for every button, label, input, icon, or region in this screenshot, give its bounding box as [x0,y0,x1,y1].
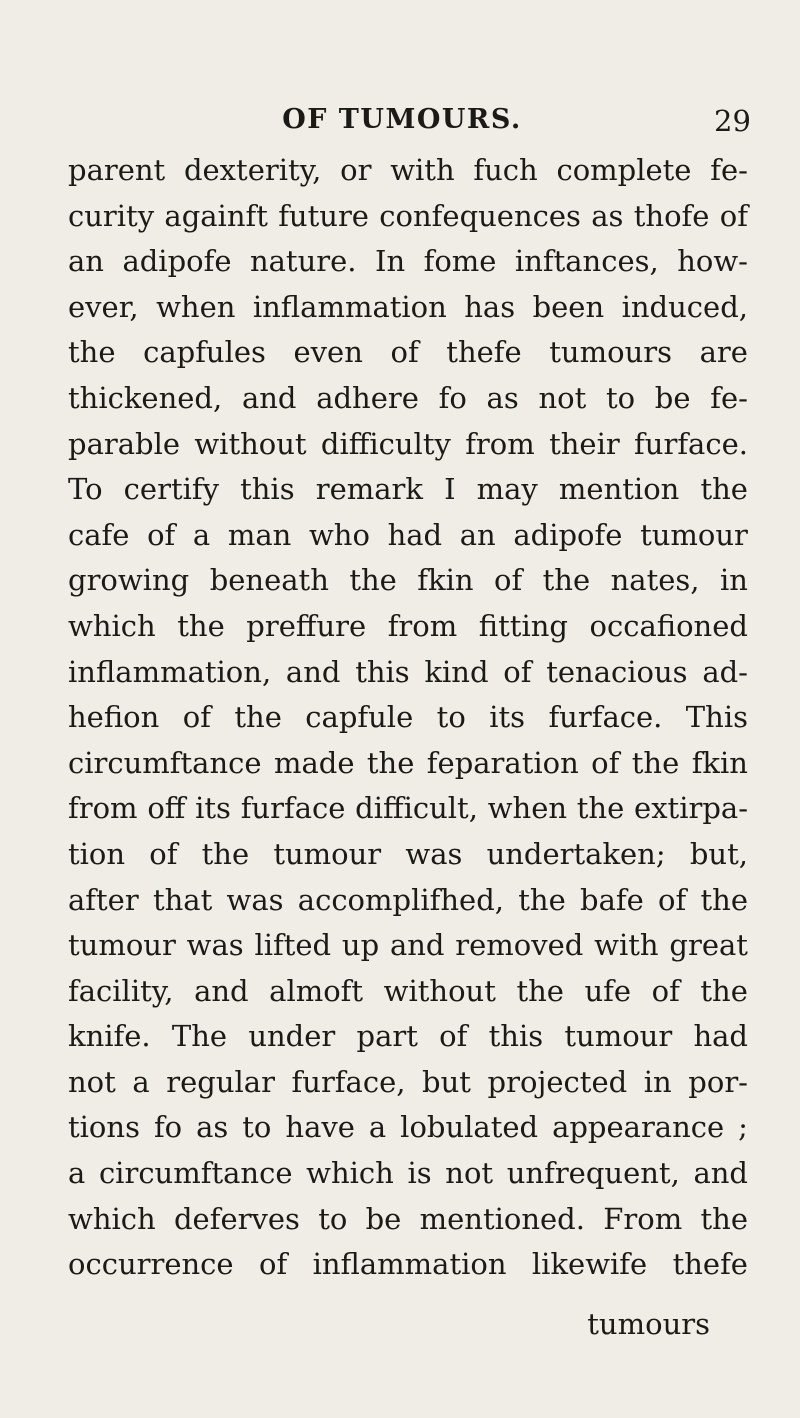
word: the [201,836,250,871]
word: of [503,654,532,689]
word: their [549,426,620,461]
word: appearance [552,1110,725,1145]
word: fitting [478,608,568,643]
text-line [68,467,748,513]
word: fo [153,1110,183,1145]
word: the [68,335,116,370]
text-line [68,194,748,240]
word: tions [68,1110,140,1145]
word: made [273,745,355,780]
word: this [355,654,410,689]
text-line [68,832,748,878]
word: and [389,928,445,963]
word: of [719,198,748,233]
word: not [68,1064,116,1099]
word: as [591,198,624,233]
word: of [149,836,178,871]
word: beneath [209,563,329,598]
word: its [195,791,231,826]
word: parable [68,426,181,461]
word: be [654,380,691,415]
word: This [685,700,748,735]
word: which [68,608,156,643]
word: the [576,791,625,826]
word: inflammation [312,1247,507,1282]
word: an [459,517,496,552]
word: off [147,791,186,826]
word: a [192,517,211,552]
word: when [156,289,236,324]
running-title: OF TUMOURS. [282,104,522,135]
word: knife. [68,1019,151,1054]
word: this [240,472,295,507]
word: mention [558,472,680,507]
word: the [700,472,748,507]
text-line [68,1060,748,1106]
word: been [532,289,605,324]
word: the [700,882,748,917]
word: the [542,563,591,598]
word: adipofe [122,244,232,279]
word: a [368,1110,387,1145]
word: cafe [68,517,130,552]
word: but, [689,836,748,871]
text-line [68,695,748,741]
word: certify [123,472,219,507]
word: without [383,973,496,1008]
word: tenacious [546,654,688,689]
word: nates, [610,563,700,598]
word: In [374,244,406,279]
word: great [669,928,748,963]
word: regular [166,1064,275,1099]
word: fo [438,380,467,415]
word: from [387,608,458,643]
word: not [445,1156,494,1191]
word: man [227,517,292,552]
word: with [594,928,659,963]
word: that [152,882,213,917]
word: and [285,654,341,689]
word: tumour [564,1019,673,1054]
word: almoft [269,973,364,1008]
word: to [436,700,466,735]
word: fkin [417,563,474,598]
word: ad- [702,654,748,689]
word: of [658,882,687,917]
word: furface. [634,426,748,461]
word: growing [68,563,190,598]
word: induced, [621,289,748,324]
word: is [407,1156,432,1191]
text-line [68,923,748,969]
word: kind [424,654,489,689]
text-line [68,741,748,787]
text-line [68,1151,748,1197]
word: remark [315,472,423,507]
word: difficulty [320,426,451,461]
word: To [68,472,103,507]
text-line [68,650,748,696]
word: tion [68,836,126,871]
word: but [422,1064,471,1099]
word: fkin [691,745,748,780]
word: who [308,517,370,552]
word: complete [556,153,692,187]
word: the [518,882,566,917]
word: how- [677,244,748,279]
word: feparation [426,745,579,780]
word: capfule [305,700,414,735]
word: nature. [249,244,357,279]
word: deferves [173,1201,300,1236]
word: of [439,1019,468,1054]
text-line [68,878,748,924]
word: I [444,472,456,507]
word: the [234,700,282,735]
word: difficult, [355,791,478,826]
word: its [489,700,526,735]
text-line [68,330,748,376]
word: adhere [316,380,419,415]
word: in [643,1064,672,1099]
word: accomplifhed, [297,882,504,917]
word: circumftance [98,1156,293,1191]
word: occafioned [589,608,748,643]
word: projected [487,1064,628,1099]
word: fuch [473,153,538,187]
word: to [318,1201,348,1236]
word: capfules [143,335,266,370]
text-line [68,786,748,832]
word: unfrequent, [506,1156,680,1191]
text-line [68,376,748,422]
word: inflammation [252,289,447,324]
word: of [494,563,523,598]
word: facility, [68,973,174,1008]
word: or [340,153,372,187]
word: occurrence [68,1247,234,1282]
word: was [186,928,244,963]
word: be [365,1201,402,1236]
word: the [516,973,564,1008]
text-line [68,558,748,604]
word: undertaken; [486,836,666,871]
word: likewife [531,1247,648,1282]
word: furface, [291,1064,406,1099]
text-line [68,1242,748,1288]
word: fome [423,244,497,279]
word: a [132,1064,150,1099]
word: tumour [68,928,176,963]
word: the [177,608,225,643]
word: ufe [584,973,632,1008]
word: lifted [254,928,332,963]
word: an [68,244,104,279]
word: From [603,1201,683,1236]
word: thefe [672,1247,748,1282]
word: hefion [68,700,160,735]
word: extirpa- [634,791,748,826]
word: was [405,836,463,871]
word: circumftance [68,745,262,780]
word: even [293,335,363,370]
word: as [196,1110,229,1145]
word: a [68,1156,86,1191]
word: of [651,973,680,1008]
word: when [487,791,568,826]
word: fe- [710,153,748,187]
word: of [390,335,419,370]
word: inflammation, [68,654,272,689]
word: por- [688,1064,748,1099]
word: tumours [549,335,672,370]
word: of [182,700,211,735]
word: removed [455,928,584,963]
word: after [68,882,139,917]
word: adipofe [513,517,623,552]
text-line [68,969,748,1015]
word: this [488,1019,544,1054]
word: as [486,380,519,415]
word: the [700,973,748,1008]
word: not [538,380,587,415]
word: the [349,563,397,598]
word: are [699,335,748,370]
word: ever, [68,289,139,324]
running-head [0,104,800,144]
word: in [719,563,748,598]
word: from [68,791,138,826]
word: preffure [246,608,367,643]
word: may [476,472,538,507]
word: of [147,517,176,552]
word: and [693,1156,748,1191]
word: the [700,1201,748,1236]
text-line [68,604,748,650]
word: tumour [273,836,382,871]
word: thefe [446,335,522,370]
word: mentioned. [419,1201,585,1236]
word: from [465,426,535,461]
word: under [248,1019,336,1054]
text-line [68,422,748,468]
text-line [68,1105,748,1151]
text-line [68,1014,748,1060]
word: had [693,1019,748,1054]
text-line [68,285,748,331]
word: furface. [548,700,663,735]
catchword: tumours [587,1307,710,1341]
word: fe- [710,380,748,415]
word: to [242,1110,272,1145]
body-text [68,148,748,1288]
word: have [285,1110,355,1145]
word: and [241,380,297,415]
word: was [226,882,284,917]
word: up [341,928,380,963]
word: which [306,1156,394,1191]
word: The [171,1019,228,1054]
word: tumour [640,517,748,552]
word: confequences [379,198,581,233]
word: part [356,1019,418,1054]
word: with [390,153,455,187]
word: dexterity, [183,153,322,187]
word: without [194,426,307,461]
word: the [631,745,680,780]
word: has [464,289,516,324]
text-line [68,513,748,559]
word: inftances, [514,244,659,279]
word: of [258,1247,288,1282]
word: furface [240,791,346,826]
word: ; [738,1110,748,1145]
word: lobulated [400,1110,539,1145]
word: and [194,973,249,1008]
word: of [591,745,620,780]
word: thofe [633,198,710,233]
word: the [366,745,415,780]
word: bafe [580,882,644,917]
word: curity [68,198,155,233]
word: which [68,1201,156,1236]
text-line [68,148,748,194]
word: parent [68,153,166,187]
text-line [68,239,748,285]
word: thickened, [68,380,223,415]
page-number: 29 [714,104,751,138]
word: againft [164,198,268,233]
word: had [387,517,443,552]
text-line [68,1197,748,1243]
word: future [278,198,369,233]
word: to [605,380,636,415]
